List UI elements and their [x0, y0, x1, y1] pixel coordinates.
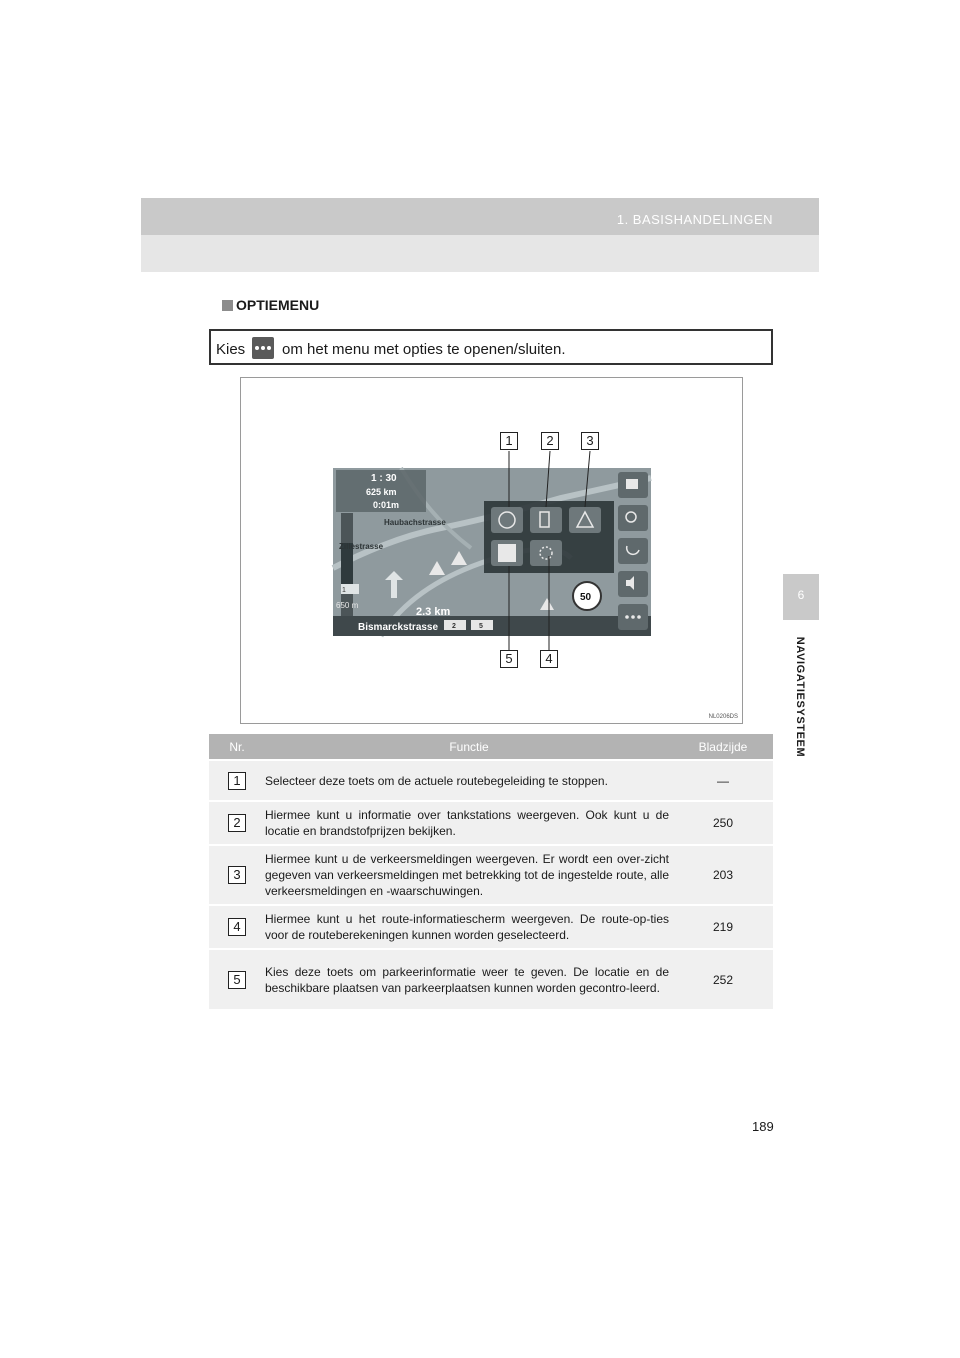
chapter-tab: [783, 574, 819, 620]
header-nr: Nr.: [209, 734, 265, 760]
table-row: [209, 905, 773, 949]
navigation-screen-figure: [240, 377, 743, 724]
stop-button: [491, 507, 523, 533]
callout-5: 5: [500, 650, 518, 668]
section-heading-text: OPTIEMENU: [236, 297, 320, 313]
reroute-button: [618, 538, 648, 564]
row-number: 2: [228, 814, 246, 832]
row-function: Hiermee kunt u informatie over tankstations weergeven. Ook kunt u de locatie en brandstofprijzen bekijken.: [265, 801, 673, 845]
street-badge-2-text: 2: [452, 623, 456, 630]
street-badge-5-text: 5: [479, 623, 483, 630]
more-dots-icon: [252, 337, 274, 359]
row-number-cell: [209, 845, 265, 905]
instruction-text-before: Kies: [216, 341, 246, 358]
route-info-button: [530, 540, 562, 566]
lane-distance: 650 m: [336, 601, 359, 610]
row-number: 4: [228, 918, 246, 936]
row-function: Selecteer deze toets om de actuele routebegeleiding te stoppen.: [265, 760, 673, 801]
navigation-screen: [241, 378, 744, 725]
row-number: 3: [228, 866, 246, 884]
instruction-text-after: om het menu met opties te openen/sluiten.: [282, 341, 566, 358]
callout-4: 4: [540, 650, 558, 668]
header-function: Functie: [265, 734, 673, 760]
lane-number: 1: [342, 587, 346, 594]
street-name-top: Haubachstrasse: [384, 518, 446, 527]
chapter-title: 1. BASISHANDELINGEN: [616, 212, 773, 227]
function-table: [209, 734, 773, 1009]
zoom-button: [618, 505, 648, 531]
row-function: Hiermee kunt u de verkeersmeldingen weergeven. Er wordt een over-zicht gegeven van verkeersmeldingen met betrekking tot de ingestelde route, alle verkeersmeldingen en -waarschuwingen.: [265, 845, 673, 905]
row-number: 1: [228, 772, 246, 790]
parking-icon: [498, 544, 516, 562]
row-page: 203: [673, 845, 773, 905]
row-page: 250: [673, 801, 773, 845]
row-function: Hiermee kunt u het route-informatiescherm weergeven. De route-op-ties voor de routeberekeningen kunnen worden geselecteerd.: [265, 905, 673, 949]
row-page: —: [673, 760, 773, 801]
page-number: 189: [752, 1119, 774, 1134]
table-row: [209, 760, 773, 801]
travel-time: 0:01m: [373, 500, 400, 510]
header-page: Bladzijde: [673, 734, 773, 760]
current-street: Bismarckstrasse: [358, 622, 439, 633]
callout-1: 1: [500, 432, 518, 450]
row-function: Kies deze toets om parkeerinformatie weer te geven. De locatie en de beschikbare plaatsen van parkeerplaatsen kunnen worden gecontro-leerd.: [265, 949, 673, 1009]
table-row: [209, 845, 773, 905]
figure-code: NL0206DS: [708, 714, 738, 720]
row-page: 252: [673, 949, 773, 1009]
chapter-number: 6: [797, 588, 805, 602]
more-dots-icon: [625, 615, 629, 619]
table-row: [209, 949, 773, 1009]
square-bullet-icon: [222, 300, 233, 311]
turn-distance: 2.3 km: [416, 606, 451, 618]
instruction-box: [209, 329, 773, 365]
callout-3: 3: [581, 432, 599, 450]
table-row: [209, 801, 773, 845]
remaining-distance: 625 km: [366, 487, 397, 497]
section-heading: [222, 297, 319, 313]
callout-2: 2: [541, 432, 559, 450]
fuel-button: [530, 507, 562, 533]
table-header-row: [209, 734, 773, 760]
map-scale: 1 : 30: [371, 473, 397, 484]
chapter-header-bar: [141, 198, 819, 235]
street-name-left: Zillestrasse: [339, 542, 384, 551]
row-number-cell: [209, 905, 265, 949]
checkered-flag-icon: [626, 479, 638, 489]
row-number-cell: [209, 949, 265, 1009]
row-number-cell: [209, 760, 265, 801]
row-number-cell: [209, 801, 265, 845]
chapter-side-label: [789, 632, 811, 762]
speed-limit-value: 50: [580, 592, 592, 603]
chapter-side-label-text: NAVIGATIESYSTEEM: [794, 636, 806, 758]
row-number: 5: [228, 971, 246, 989]
chapter-header: [141, 198, 819, 272]
row-page: 219: [673, 905, 773, 949]
